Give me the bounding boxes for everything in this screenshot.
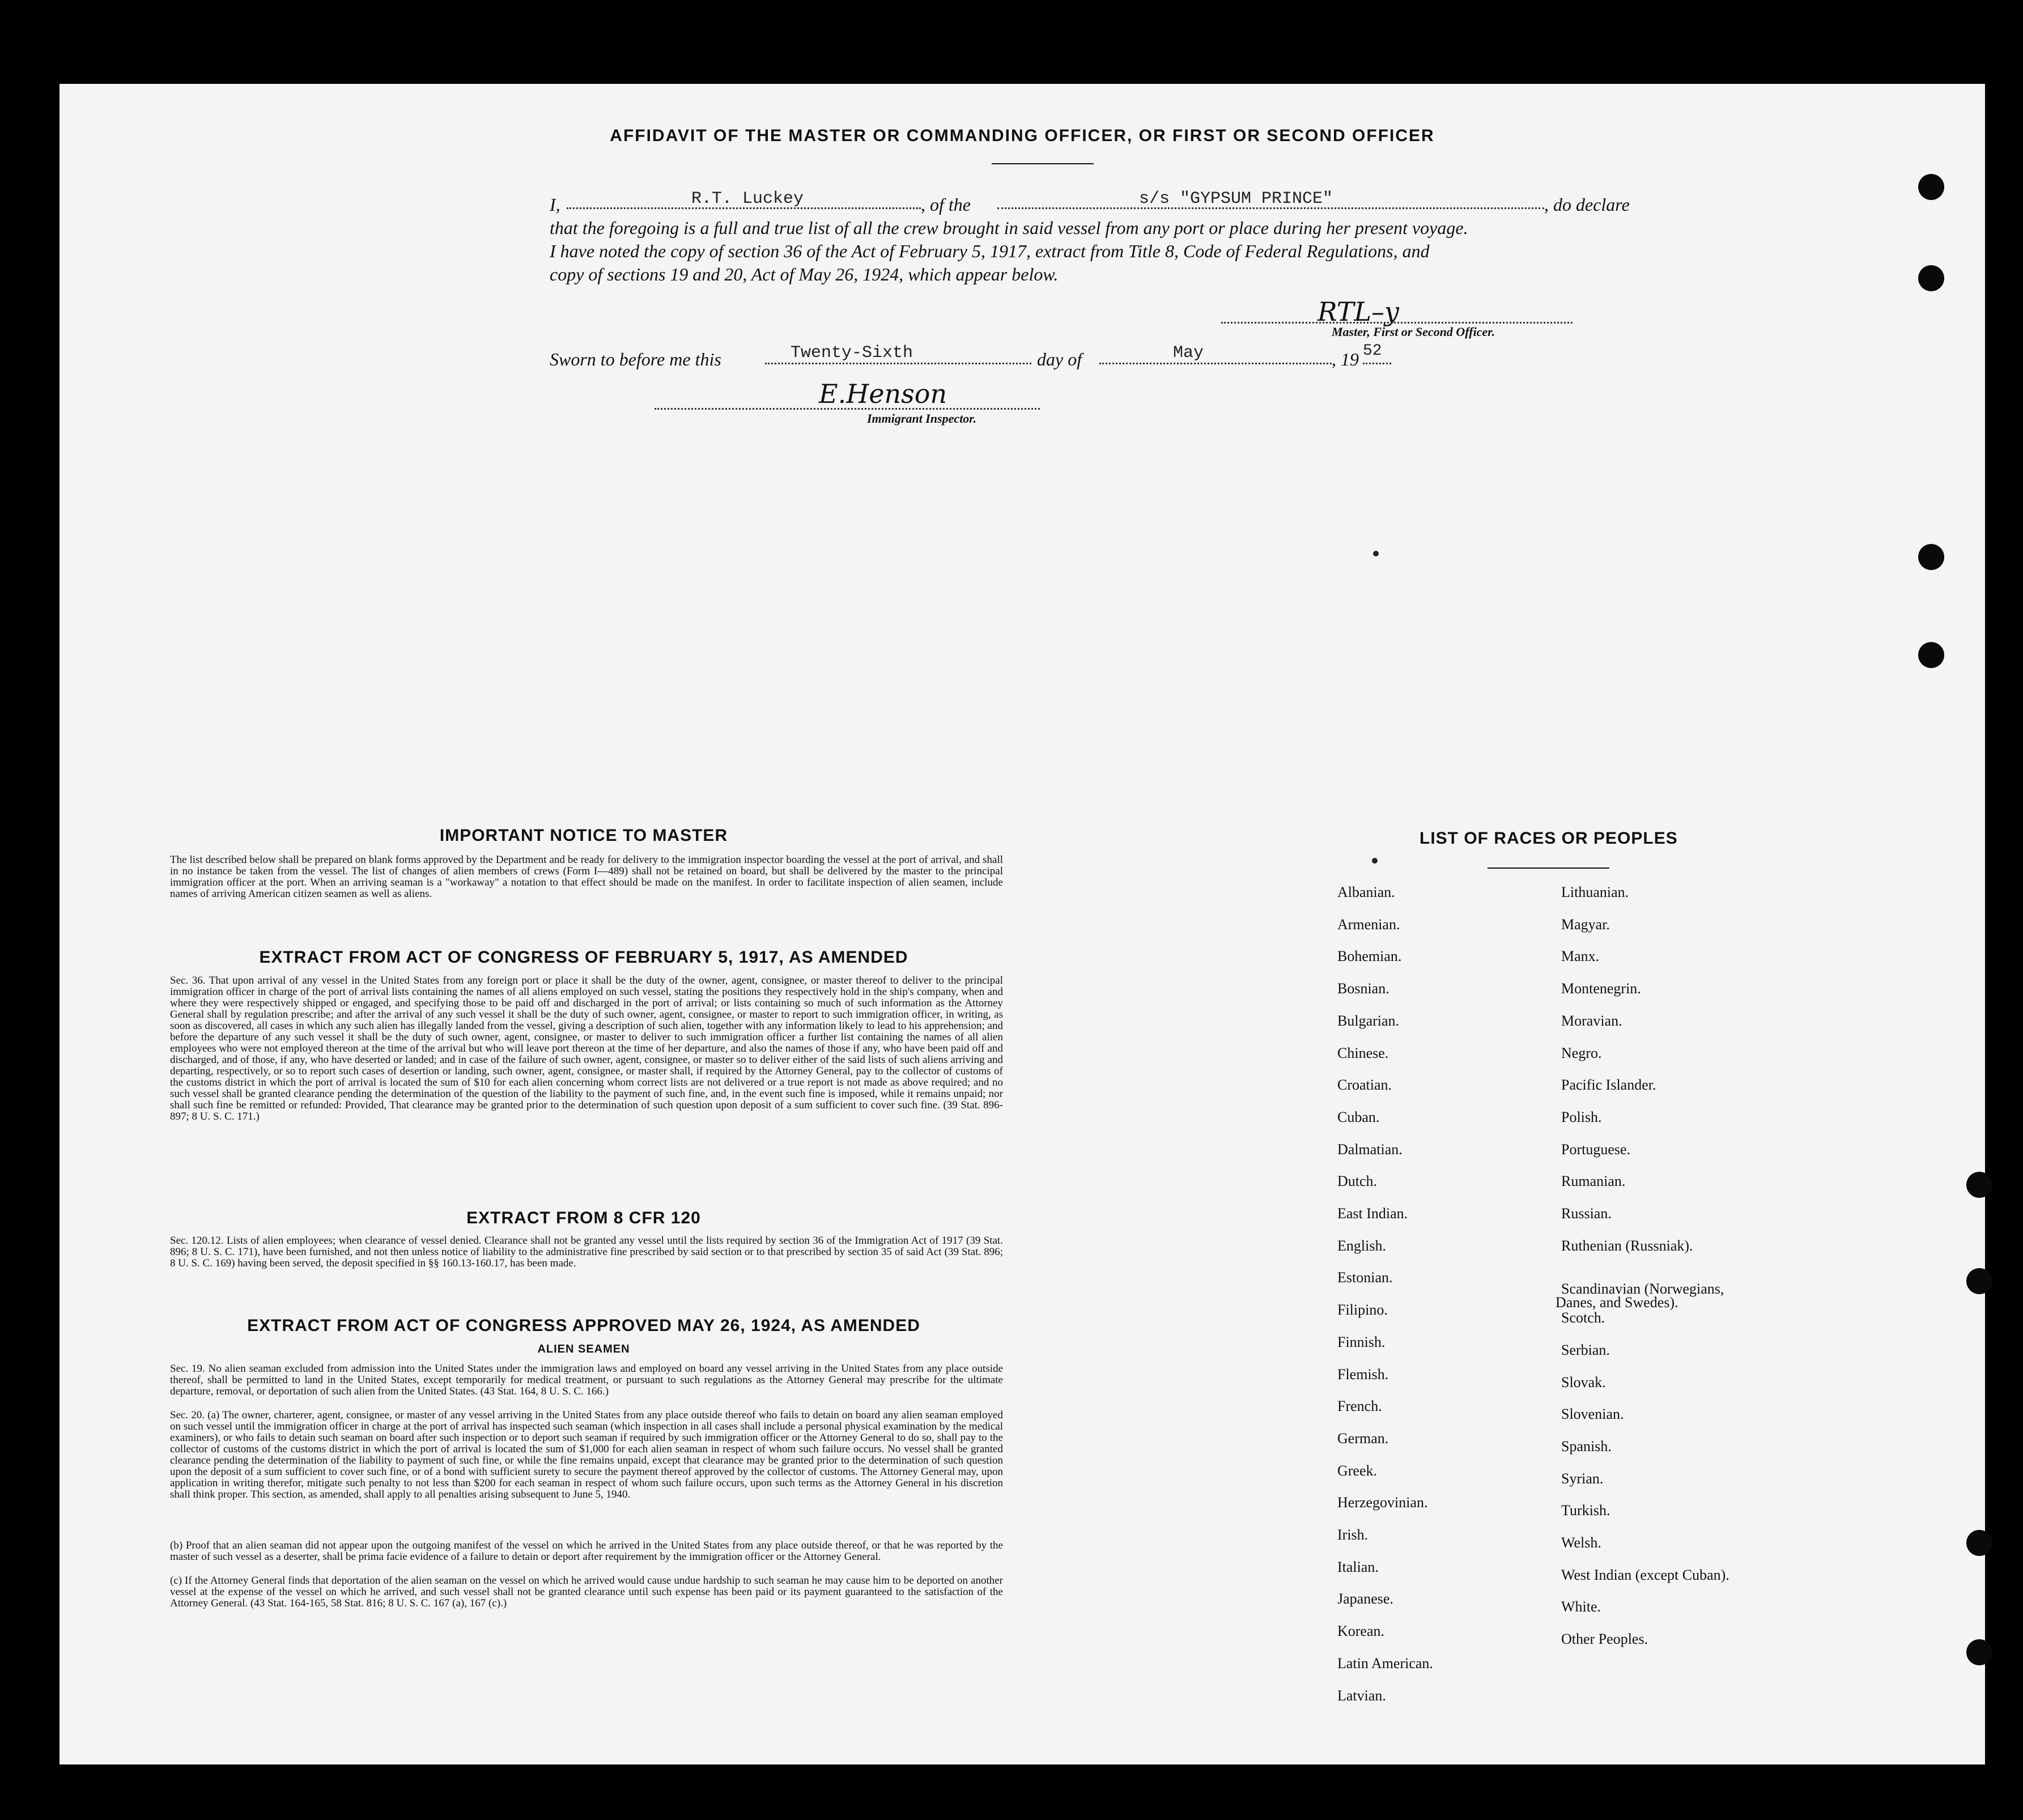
race-item: Dutch.: [1337, 1173, 1378, 1190]
vessel-name: s/s "GYPSUM PRINCE": [1139, 189, 1333, 209]
inspector-signature-line: [654, 408, 1040, 410]
race-item: Latin American.: [1337, 1655, 1433, 1672]
race-item: Rumanian.: [1561, 1173, 1626, 1190]
year-suffix: 52: [1363, 342, 1382, 360]
race-item: Japanese.: [1337, 1591, 1393, 1608]
punch-hole: [1918, 174, 1944, 200]
page-speck: [1372, 858, 1378, 864]
race-item: Negro.: [1561, 1044, 1602, 1061]
extract-1924-sec20c: (c) If the Attorney General finds that deportation of the alien seaman on the vessel on which he arrived would cause undue hardship to such seaman he may cause him to be deported on another vessel at the expense of the vessel on which he arrived, and such vessel shall not be granted clearance until such expense has been paid or its payment guaranteed to the satisfaction of the Attorney General. (43 Stat. 164-165, 58 Stat. 816; 8 U. S. C. 167 (a), 167 (c).): [170, 1575, 1003, 1609]
race-item: Estonian.: [1337, 1269, 1393, 1286]
extract-cfr-body: Sec. 120.12. Lists of alien employees; when clearance of vessel denied. Clearance shall not be granted any vessel until the lists required by section 36 of the Immigration Act of 1917 (39 Stat. 896; 8 U. S. C. 171), have been furnished, and not then unless notice of liability to the administrative fine prescribed by said section or to that prescribed by section 35 of said Act (39 Stat. 896; 8 U. S. C. 169) having been served, the deposit specified in §§ 160.13-160.17, has been made.: [170, 1235, 1003, 1269]
punch-hole: [1966, 1172, 1992, 1198]
master-signature: RTL–y: [1318, 296, 1400, 327]
affidavit-line-2: that the foregoing is a full and true list of all the crew brought in said vessel from any port or place during her present voyage.: [550, 218, 1468, 238]
inspector-caption: Immigrant Inspector.: [867, 411, 977, 426]
race-item: Slovak.: [1561, 1373, 1606, 1390]
affidavit-title: AFFIDAVIT OF THE MASTER OR COMMANDING OFFICER, OR FIRST OR SECOND OFFICER: [610, 126, 1435, 145]
race-item: Bosnian.: [1337, 980, 1389, 997]
extract-cfr-title: EXTRACT FROM 8 CFR 120: [466, 1209, 701, 1227]
race-item: Chinese.: [1337, 1044, 1389, 1061]
inspector-signature: E.Henson: [819, 379, 947, 409]
race-item: Bulgarian.: [1337, 1012, 1400, 1029]
notice-title: IMPORTANT NOTICE TO MASTER: [439, 826, 728, 845]
notice-body: The list described below shall be prepared on blank forms approved by the Department and be ready for delivery to the immigration inspector boarding the vessel at the port of arrival, and shall in no instance be taken from the vessel. The list of changes of alien members of crews (Form I—489) shall not be retained on board, but shall be delivered by the master to the principal immigration officer at the port. When an arriving seaman is a "workaway" a notation to that effect should be made on the manifest. In order to facilitate inspection of alien seamen, include names of arriving American citizen seamen as well as aliens.: [170, 854, 1003, 900]
extract-1924-subtitle: ALIEN SEAMEN: [537, 1343, 630, 1355]
punch-hole: [1966, 1530, 1992, 1556]
race-item: Russian.: [1561, 1205, 1612, 1222]
month-dotted-line: [1099, 363, 1332, 364]
race-item: Danes, and Swedes).: [1556, 1294, 1678, 1311]
races-title: LIST OF RACES OR PEOPLES: [1420, 829, 1678, 848]
race-item: Italian.: [1337, 1558, 1379, 1575]
race-item: Syrian.: [1561, 1470, 1604, 1487]
race-item: Other Peoples.: [1561, 1631, 1648, 1648]
sworn-label: Sworn to before me this: [550, 349, 721, 369]
race-item: Portuguese.: [1561, 1141, 1631, 1158]
punch-hole: [1918, 544, 1944, 570]
race-item: Pacific Islander.: [1561, 1077, 1656, 1094]
race-item: Scotch.: [1561, 1309, 1605, 1326]
race-item: Greek.: [1337, 1462, 1378, 1479]
extract-1924-sec19: Sec. 19. No alien seaman excluded from admission into the United States under the immigration laws and employed on board any vessel arriving in the United States from any place outside thereof, shall be permitted to land in the United States, except temporarily for medical treatment, or pursuant to such regulations as the Attorney General may prescribe for the ultimate departure, removal, or deportation of such alien from the United States. (43 Stat. 164, 8 U. S. C. 166.): [170, 1363, 1003, 1397]
race-item: Bohemian.: [1337, 948, 1402, 965]
sworn-day: Twenty-Sixth: [790, 343, 913, 363]
year-prefix: , 19: [1332, 349, 1359, 369]
race-item: West Indian (except Cuban).: [1561, 1566, 1729, 1583]
document-page: [60, 84, 1985, 1764]
race-item: Montenegrin.: [1561, 980, 1641, 997]
year-dotted-line: [1363, 363, 1391, 364]
extract-1924-sec20b: (b) Proof that an alien seaman did not appear upon the outgoing manifest of the vessel on which he arrived in the United States from any place outside thereof, or that he was reported by the master of such vessel as a deserter, shall be prima facie evidence of a failure to detain or deport after requirement by the immigration officer or the Attorney General.: [170, 1540, 1003, 1563]
extract-1917-body: Sec. 36. That upon arrival of any vessel in the United States from any foreign port or place it shall be the duty of the owner, agent, consignee, or master thereof to deliver to the principal immigration officer in charge of the port of arrival lists containing the names of all aliens employed on such vessel, stating the positions they respectively hold in the ship's company, when and where they were respectively shipped or engaged, and specifying those to be paid off and discharged in the port of arrival; or lists containing so much of such information as the Attorney General shall by regulation prescribe; and after the arrival of any such vessel it shall be the duty of such owner, agent, consignee, or master to report to such immigration officer, in writing, as soon as discovered, all cases in which any such alien has illegally landed from the vessel, giving a description of such alien, together with any information likely to lead to his apprehension; and before the departure of any such vessel it shall be the duty of such owner, agent, consignee, or master to deliver to such immigration officer a further list containing the names of all alien employees who were not employed thereon at the time of the arrival but who will leave port thereon at the time of her departure, and also the names of those if any, who have been paid off and discharged, and of those, if any, who have deserted or landed; and in case of the failure of such owner, agent, consignee, or master so to deliver either of the said lists of such aliens arriving and departing, respectively, or so to report such cases of desertion or landing, such owner, agent, consignee, or master shall, if required by the Attorney General, pay to the collector of customs of the customs district in which the port of arrival is located the sum of $10 for each alien concerning whom correct lists are not delivered or a true report is not made as above required; and no such vessel shall be granted clearance pending the determination of the question of the liability to the payment of such fine, and, in the event such fine is imposed, while it remains unpaid; nor shall such fine be remitted or refunded: Provided, That clearance may be granted prior to the determination of such question upon deposit of a sum sufficient to cover such fine. (39 Stat. 896-897; 8 U. S. C. 171.): [170, 975, 1003, 1122]
i-label: I,: [550, 194, 560, 215]
race-item: Korean.: [1337, 1623, 1385, 1640]
day-of-label: day of: [1037, 349, 1082, 369]
punch-hole: [1918, 265, 1944, 291]
race-item: Herzegovinian.: [1337, 1494, 1428, 1511]
race-item: Ruthenian (Russniak).: [1561, 1237, 1693, 1254]
extract-1924-title: EXTRACT FROM ACT OF CONGRESS APPROVED MAY 26, 1924, AS AMENDED: [247, 1316, 920, 1335]
race-item: Flemish.: [1337, 1366, 1389, 1383]
race-item: Moravian.: [1561, 1012, 1622, 1029]
race-item: Irish.: [1337, 1526, 1368, 1543]
race-item: Magyar.: [1561, 916, 1610, 933]
race-item: Filipino.: [1337, 1302, 1388, 1319]
race-item: Lithuanian.: [1561, 884, 1629, 900]
race-item: Armenian.: [1337, 916, 1400, 933]
race-item: Slovenian.: [1561, 1406, 1624, 1423]
master-caption: Master, First or Second Officer.: [1332, 325, 1495, 339]
race-item: Latvian.: [1337, 1687, 1386, 1704]
affidavit-line-4: copy of sections 19 and 20, Act of May 26, 1924, which appear below.: [550, 264, 1059, 284]
race-item: French.: [1337, 1398, 1382, 1415]
extract-1917-title: EXTRACT FROM ACT OF CONGRESS OF FEBRUARY 5, 1917, AS AMENDED: [259, 948, 908, 967]
sworn-month: May: [1173, 343, 1204, 363]
race-item: Turkish.: [1561, 1502, 1610, 1519]
punch-hole: [1966, 1639, 1992, 1665]
of-the-label: , of the: [921, 194, 971, 215]
race-item: Dalmatian.: [1337, 1141, 1402, 1158]
title-underline: [992, 163, 1094, 164]
race-item: White.: [1561, 1598, 1601, 1615]
races-underline: [1488, 868, 1609, 869]
master-signature-line: [1221, 322, 1572, 324]
race-item: Welsh.: [1561, 1534, 1601, 1551]
extract-1924-sec20a: Sec. 20. (a) The owner, charterer, agent, consignee, or master of any vessel arriving in the United States from any place outside thereof who fails to detain on board any alien seaman employed on such vessel until the immigration officer in charge at the port of arrival has inspected such seaman (which inspection in all cases shall include a personal physical examination by the medical examiners), or who fails to detain such seaman on board after such inspection or to deport such seaman if required by such immigration officer or the Attorney General to do so, shall pay to the collector of customs of the customs district in which the port of arrival is located the sum of $1,000 for each alien seaman in respect of whom such failure occurs. No vessel shall be granted clearance pending the determination of the liability to payment of such fine, or while the fine remains unpaid, except that clearance may be granted prior to the determination of such question upon the deposit of a sum sufficient to cover such fine, or of a bond with sufficient surety to secure the payment thereof approved by the collector of customs. The Attorney General may, upon application in writing therefor, mitigate such penalty to not less than $200 for each seaman in respect of whom such failure occurs, upon such terms as the Attorney General in his discretion shall think proper. This section, as amended, shall apply to all penalties arising subsequent to June 5, 1940.: [170, 1409, 1003, 1500]
race-item: Cuban.: [1337, 1108, 1380, 1125]
race-item: Manx.: [1561, 948, 1600, 965]
race-item: Albanian.: [1337, 884, 1395, 900]
day-dotted-line: [765, 363, 1031, 364]
punch-hole: [1966, 1268, 1992, 1294]
race-item: Serbian.: [1561, 1341, 1610, 1358]
race-item: English.: [1337, 1237, 1386, 1254]
race-item: Croatian.: [1337, 1077, 1392, 1094]
race-item: Finnish.: [1337, 1333, 1386, 1350]
race-item: East Indian.: [1337, 1205, 1408, 1222]
punch-hole: [1918, 642, 1944, 668]
page-speck: [1373, 551, 1379, 556]
declare-label: , do declare: [1544, 194, 1630, 215]
master-name: R.T. Luckey: [691, 189, 804, 209]
race-item: Spanish.: [1561, 1438, 1612, 1455]
affidavit-line-3: I have noted the copy of section 36 of the Act of February 5, 1917, extract from Title 8, Code of Federal Regulations, and: [550, 241, 1430, 261]
race-item: Polish.: [1561, 1108, 1602, 1125]
race-item: Scandinavian (Norwegians,: [1561, 1281, 1724, 1298]
race-item: German.: [1337, 1430, 1389, 1447]
